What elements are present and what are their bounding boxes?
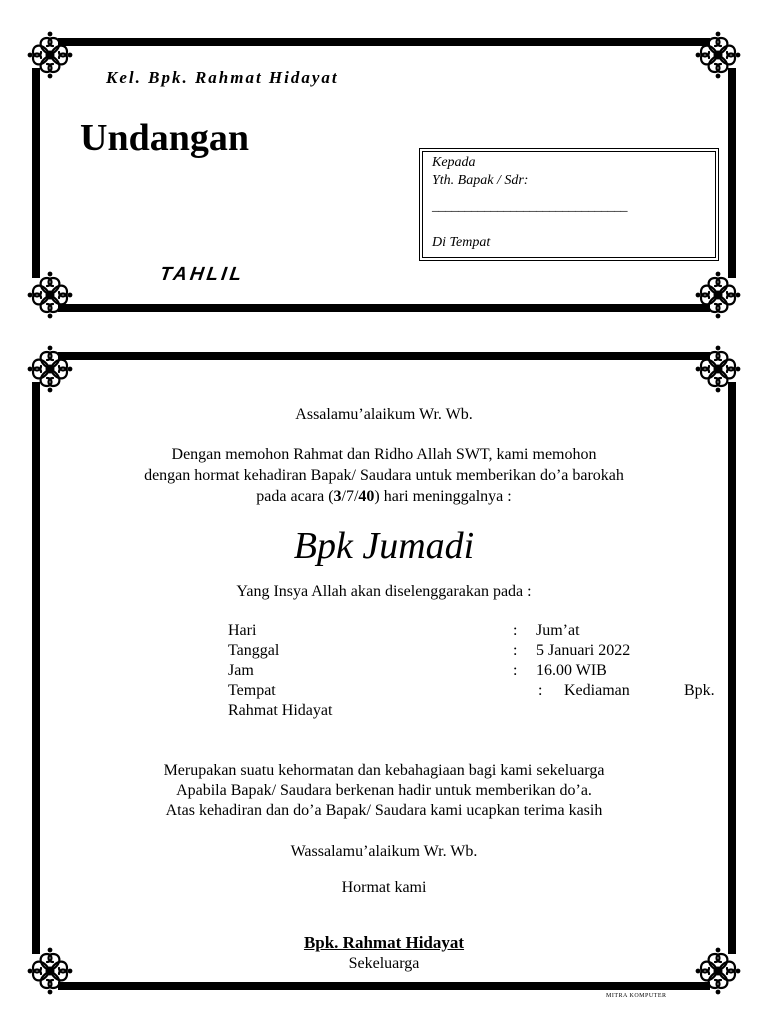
corner-ornament-icon [693, 30, 743, 80]
corner-ornament-icon [25, 30, 75, 80]
detail-value: Bpk. [684, 682, 715, 699]
signer-family: Sekeluarga [348, 955, 420, 972]
closing-line-1: Merupakan suatu kehormatan dan kebahagiaan bagi kami sekeluarga [163, 762, 605, 779]
detail-colon: : [513, 622, 518, 639]
closing-line-3: Atas kehadiran dan do’a Bapak/ Saudara kami ucapkan terima kasih [165, 802, 603, 819]
cover-title: Undangan [80, 117, 249, 159]
corner-ornament-icon [25, 270, 75, 320]
detail-label: Jam [228, 662, 254, 679]
address-blank-line[interactable]: ______________________________ [432, 199, 627, 214]
detail-row [228, 642, 728, 662]
intro-text: ) hari meninggalnya : [374, 488, 512, 505]
footer-credit: MITRA KOMPUTER [606, 993, 667, 999]
corner-ornament-icon [693, 270, 743, 320]
detail-value: Kediaman [564, 682, 630, 699]
detail-label: Tempat [228, 682, 276, 699]
regards: Hormat kami [341, 879, 427, 896]
letter-intro-line-1: Dengan memohon Rahmat dan Ridho Allah SWT, kami memohon [171, 446, 597, 463]
detail-colon: : [513, 662, 518, 679]
address-recipient-label: Yth. Bapak / Sdr: [432, 173, 529, 188]
cover-family-name: Kel. Bpk. Rahmat Hidayat [106, 68, 339, 87]
detail-value: 16.00 WIB [536, 662, 607, 679]
intro-text: pada acara ( [256, 488, 334, 505]
detail-value: Rahmat Hidayat [228, 702, 333, 719]
farewell: Wassalamu’alaikum Wr. Wb. [290, 843, 478, 860]
letter-greeting: Assalamu’alaikum Wr. Wb. [295, 406, 473, 423]
corner-ornament-icon [693, 344, 743, 394]
intro-day-3: 3 [333, 488, 342, 505]
intro-day-40: 40 [358, 488, 375, 505]
address-box [419, 148, 719, 261]
address-place: Di Tempat [432, 235, 491, 250]
detail-label: Tanggal [228, 642, 280, 659]
detail-value: Jum’at [536, 622, 580, 639]
cover-event-label: TAHLIL [158, 264, 246, 285]
detail-colon: : [513, 642, 518, 659]
address-to-label: Kepada [432, 155, 476, 170]
details-table [228, 622, 728, 722]
closing-line-2: Apabila Bapak/ Saudara berkenan hadir untuk memberikan do’a. [176, 782, 592, 799]
cover-left-border [32, 68, 40, 278]
event-held-on: Yang Insya Allah akan diselenggarakan pada : [236, 583, 532, 600]
cover-top-border [58, 38, 710, 46]
cover-bottom-border [58, 304, 710, 312]
letter-top-border [58, 352, 710, 360]
letter-bottom-border [58, 982, 710, 990]
cover-right-border [728, 68, 736, 278]
letter-intro-line-2: dengan hormat kehadiran Bapak/ Saudara untuk memberikan do’a barokah [144, 467, 624, 484]
corner-ornament-icon [25, 344, 75, 394]
detail-row-place-cont [228, 702, 728, 722]
letter-intro-line-3 [0, 488, 768, 506]
deceased-name: Bpk Jumadi [293, 525, 475, 567]
detail-value: 5 Januari 2022 [536, 642, 631, 659]
intro-text: /7/ [341, 488, 359, 505]
detail-colon: : [538, 682, 543, 699]
detail-row [228, 622, 728, 642]
detail-row-place [228, 682, 728, 702]
signer-name: Bpk. Rahmat Hidayat [303, 933, 465, 952]
detail-row [228, 662, 728, 682]
detail-label: Hari [228, 622, 257, 639]
